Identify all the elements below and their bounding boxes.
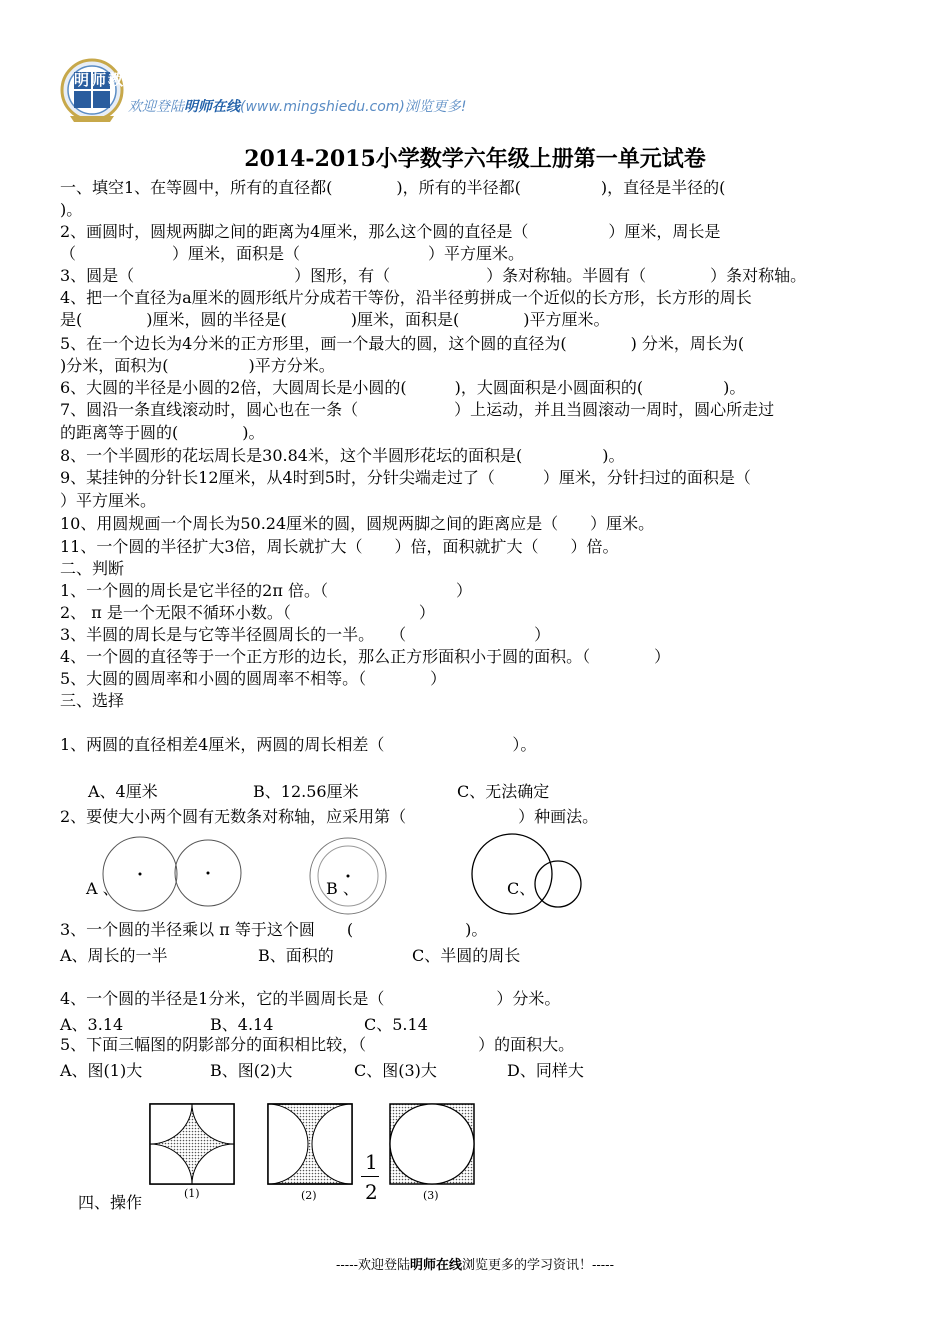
text-line: 4、把一个直径为a厘米的圆形纸片分成若干等份，沿半径剪拼成一个近似的长方形，长方形的周长 [60,288,752,307]
question-2: 2、要使大小两个圆有无数条对称轴，应采用第（ ）种画法。 [60,807,599,826]
text-line: 8、一个半圆形的花坛周长是30.84米，这个半圆形花坛的面积是( )。 [60,446,625,465]
footer-prefix: -----欢迎登陆 [336,1258,410,1273]
option-c: C、5.14 [364,1015,428,1034]
figure-1-label: (1) [184,1187,200,1200]
header-suffix: (www.mingshiedu.com)浏览更多! [240,99,467,115]
fraction-numerator: 1 [365,1150,378,1174]
text-line: 6、大圆的半径是小圆的2倍，大圆周长是小圆的( )，大圆面积是小圆面积的( )。 [60,378,746,397]
question-1: 1、两圆的直径相差4厘米，两圆的周长相差（ ）。 [60,735,537,754]
option-b: B、12.56厘米 [253,782,359,801]
figure-c-circles [470,832,585,917]
page-footer [0,1254,950,1273]
figure-2-label: (2) [301,1189,317,1202]
header-brand: 明师在线 [184,99,240,115]
text-line: 11、一个圆的半径扩大3倍，周长就扩大（ ）倍，面积就扩大（ ）倍。 [60,537,619,556]
text-line: )分米，面积为( )平方分米。 [60,356,335,375]
footer-suffix: 浏览更多的学习资讯！----- [462,1258,614,1273]
option-a: A、周长的一半 [60,946,168,965]
section-heading: 二、判断 [60,559,125,578]
logo-text: 明师教育 [74,71,143,89]
option-b: B、面积的 [258,946,334,965]
option-b: B、图(2)大 [210,1061,293,1080]
text-line: )。 [60,200,83,219]
header-prefix: 欢迎登陆 [128,99,184,115]
figure-3-label: (3) [423,1189,439,1202]
text-line: 3、半圆的周长是与它等半径圆周长的一半。 （ ） [60,625,551,644]
option-d: D、同样大 [507,1061,584,1080]
option-a: A、图(1)大 [60,1061,143,1080]
text-line: 1、一个圆的周长是它半径的2π 倍。（ ） [60,581,472,600]
option-b: B、4.14 [210,1015,274,1034]
fraction-bar [361,1176,379,1177]
text-line: 3、圆是（ ）图形，有（ ）条对称轴。半圆有（ ）条对称轴。 [60,266,807,285]
text-line: 2、画圆时，圆规两脚之间的距离为4厘米，那么这个圆的直径是（ ）厘米，周长是 [60,222,721,241]
text-line: 5、大圆的圆周率和小圆的圆周率不相等。（ ） [60,669,447,688]
figure-b-label: B 、 [326,879,359,898]
fraction-denominator: 2 [365,1180,378,1204]
question-5: 5、下面三幅图的阴影部分的面积相比较，（ ）的面积大。 [60,1035,575,1054]
text-line: （ ）厘米，面积是（ ）平方厘米。 [60,244,525,263]
shaded-figures [146,1100,476,1190]
section-heading: 三、选择 [60,691,125,710]
text-line: 的距离等于圆的( )。 [60,423,265,442]
option-c: C、无法确定 [457,782,550,801]
figure-a-circles [98,836,248,914]
header-link[interactable] [128,96,467,116]
footer-brand: 明师在线 [409,1258,462,1273]
option-a: A、3.14 [60,1015,124,1034]
text-line: 9、某挂钟的分针长12厘米，从4时到5时，分针尖端走过了（ ）厘米，分针扫过的面积是（ [60,468,751,487]
site-logo [60,58,143,124]
option-c: C、图(3)大 [354,1061,437,1080]
page-title: 2014-2015小学数学六年级上册第一单元试卷 [244,146,706,172]
option-c: C、半圆的周长 [412,946,521,965]
text-line: 一、填空1、在等圆中，所有的直径都( )，所有的半径都( )，直径是半径的( [60,178,726,197]
figure-c-label: C、 [507,879,536,898]
figure-a-label: A 、 [86,879,119,898]
option-a: A、4厘米 [88,782,158,801]
text-line: 5、在一个边长为4分米的正方形里，画一个最大的圆，这个圆的直径为( ) 分米，周长为( [60,334,745,353]
text-line: 4、一个圆的直径等于一个正方形的边长，那么正方形面积小于圆的面积。（ ） [60,647,671,666]
text-line: 7、圆沿一条直线滚动时，圆心也在一条（ ）上运动，并且当圆滚动一周时，圆心所走过 [60,400,775,419]
text-line: 10、用圆规画一个周长为50.24厘米的圆，圆规两脚之间的距离应是（ ）厘米。 [60,514,655,533]
text-line: 是( )厘米，圆的半径是( )厘米，面积是( )平方厘米。 [60,310,610,329]
text-line: 2、 π 是一个无限不循环小数。（ ） [60,603,435,622]
question-3: 3、一个圆的半径乘以 π 等于这个圆 ( )。 [60,920,488,939]
text-line: ）平方厘米。 [60,491,157,510]
question-4: 4、一个圆的半径是1分米，它的半圆周长是（ ）分米。 [60,989,561,1008]
section-heading: 四、操作 [78,1193,143,1212]
